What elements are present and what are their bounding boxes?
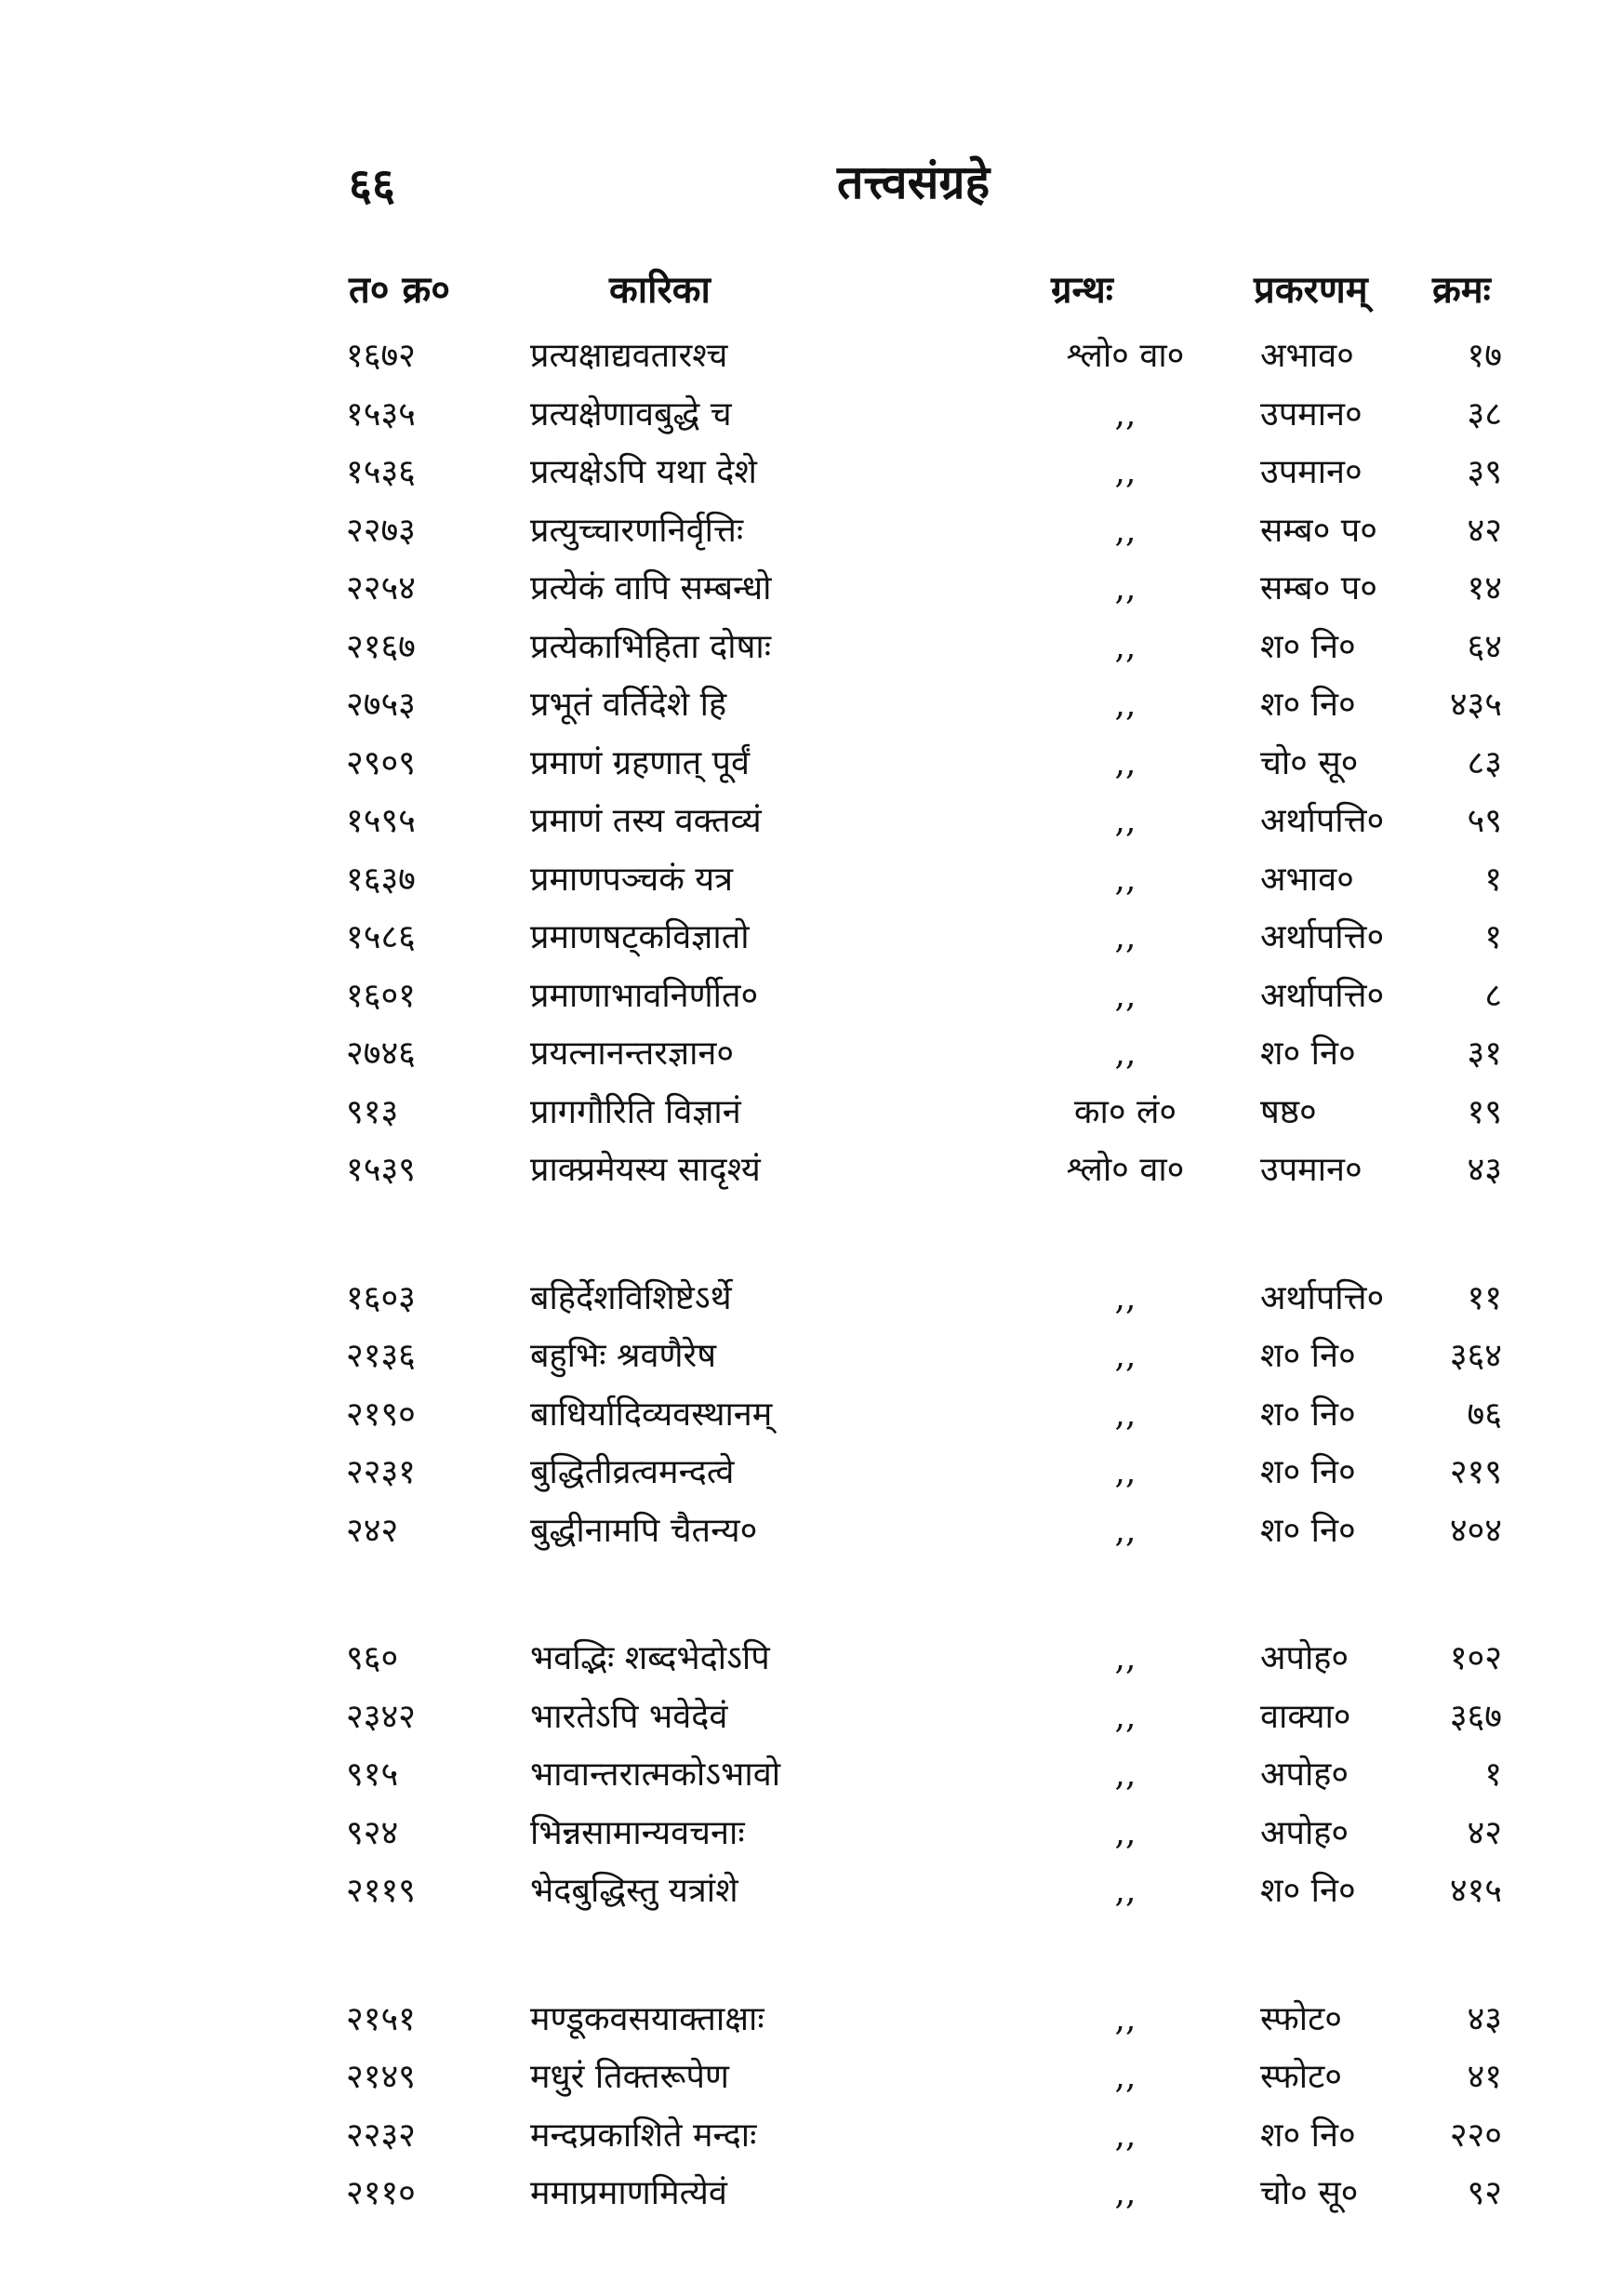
grantha-abbrev: श्लो० वा० [1066, 337, 1185, 375]
grantha-abbrev: ,, [1114, 860, 1137, 899]
table-row [0, 330, 1622, 389]
entry-number: २३४२ [346, 1697, 416, 1736]
prakarana-name: अर्थापत्ति० [1260, 802, 1385, 840]
entry-number: २१४९ [346, 2058, 416, 2096]
prakarana-name: श० नि० [1260, 627, 1356, 666]
grantha-abbrev: ,, [1114, 1337, 1137, 1375]
grantha-abbrev: ,, [1114, 2116, 1137, 2155]
entry-group [0, 1273, 1622, 1564]
karika-text: भवद्भिः शब्दभेदोऽपि [530, 1639, 770, 1677]
karika-text: मण्डूकवसयाक्ताक्षाः [530, 1999, 764, 2038]
header-grantha: ग्रन्थः [1051, 268, 1113, 312]
table-row [0, 854, 1622, 913]
prakarana-name: श० नि० [1260, 1511, 1356, 1550]
prakarana-name: अपोह० [1260, 1813, 1349, 1852]
table-row [0, 1994, 1622, 2052]
entry-number: २११९ [346, 1872, 416, 1910]
table-row [0, 621, 1622, 680]
page-number: ६६ [349, 159, 395, 211]
krama-number: १ [1484, 918, 1502, 956]
table-row [0, 447, 1622, 505]
grantha-abbrev: ,, [1114, 743, 1137, 782]
prakarana-name: श० नि० [1260, 1453, 1356, 1491]
krama-number: ४१ [1467, 2058, 1502, 2096]
grantha-abbrev: ,, [1114, 394, 1137, 434]
entry-number: २२७३ [346, 511, 416, 550]
table-row [0, 1330, 1622, 1389]
grantha-abbrev: ,, [1114, 1278, 1137, 1317]
karika-text: प्रमाणषट्कविज्ञातो [530, 918, 750, 956]
table-row [0, 2168, 1622, 2226]
table-row [0, 912, 1622, 970]
prakarana-name: अर्थापत्ति० [1260, 918, 1385, 956]
karika-text: बुद्धितीव्रत्वमन्दत्वे [530, 1453, 735, 1491]
krama-number: १ [1484, 1755, 1502, 1794]
karika-text: मधुरं तिक्तरूपेण [530, 2058, 729, 2096]
krama-number: ३६७ [1449, 1697, 1502, 1736]
entry-number: २२५४ [346, 569, 416, 607]
column-headers [0, 262, 1622, 318]
prakarana-name: अर्थापत्ति० [1260, 976, 1385, 1015]
karika-text: प्रमाणाभावनिर्णीत० [530, 976, 759, 1015]
grantha-abbrev: ,, [1114, 511, 1137, 550]
entry-number: १५३९ [346, 1151, 416, 1189]
prakarana-name: स्फोट० [1260, 1999, 1342, 2038]
entry-number: १६०१ [346, 976, 416, 1015]
header-karika: कारिका [609, 268, 711, 312]
krama-number: ८ [1484, 976, 1502, 1015]
karika-text: प्रमाणं तस्य वक्तव्यं [530, 802, 762, 840]
krama-number: ३८ [1467, 394, 1502, 434]
table-row [0, 1749, 1622, 1808]
page-title: तत्त्वसंग्रहे [837, 154, 990, 209]
prakarana-name: षष्ठ० [1260, 1092, 1317, 1131]
prakarana-name: श० नि० [1260, 1337, 1356, 1375]
entry-number: ९६० [346, 1639, 399, 1677]
grantha-abbrev: ,, [1114, 1511, 1137, 1550]
krama-number: ४३ [1467, 1151, 1502, 1189]
grantha-abbrev: ,, [1114, 453, 1137, 491]
entry-number: ९१३ [346, 1092, 399, 1131]
entry-number: २४२ [346, 1511, 399, 1550]
prakarana-name: अपोह० [1260, 1639, 1349, 1677]
prakarana-name: सम्ब० प० [1260, 511, 1377, 550]
karika-text: प्रमाणं ग्रहणात् पूर्वं [530, 743, 751, 782]
table-row [0, 738, 1622, 796]
entry-number: १६०३ [346, 1278, 416, 1317]
krama-number: ११ [1467, 1278, 1502, 1317]
entry-group [0, 330, 1622, 1203]
table-row [0, 2051, 1622, 2110]
entry-number: २९०९ [346, 743, 416, 782]
karika-text: प्रत्युच्चारणनिर्वृत्तिः [530, 511, 744, 550]
krama-number: ८३ [1467, 743, 1502, 782]
grantha-abbrev: ,, [1114, 1639, 1137, 1677]
table-row [0, 389, 1622, 447]
entry-number: २१६७ [346, 627, 416, 666]
karika-text: बुद्धीनामपि चैतन्य० [530, 1511, 758, 1550]
entry-group [0, 1633, 1622, 1924]
karika-text: प्रमाणपञ्चकं यत्र [530, 860, 734, 899]
table-row [0, 1273, 1622, 1331]
grantha-abbrev: ,, [1114, 1872, 1137, 1910]
grantha-abbrev: ,, [1114, 1035, 1137, 1073]
entry-number: १५३५ [346, 394, 416, 434]
entry-number: २७४६ [346, 1035, 416, 1073]
karika-text: प्रत्यक्षेऽपि यथा देशे [530, 453, 757, 491]
entry-number: २१९० [346, 1395, 416, 1434]
entry-number: ९२४ [346, 1813, 399, 1852]
header-prakarana: प्रकरणम् [1254, 268, 1368, 312]
krama-number: ३९ [1467, 453, 1502, 491]
grantha-abbrev: ,, [1114, 1395, 1137, 1434]
grantha-abbrev: श्लो० वा० [1066, 1151, 1185, 1189]
grantha-abbrev: ,, [1114, 686, 1137, 724]
table-row [0, 1389, 1622, 1448]
krama-number: ७६ [1467, 1395, 1502, 1434]
prakarana-name: उपमान० [1260, 1151, 1363, 1189]
karika-text: प्रभूतं वर्तिदेशे हि [530, 686, 727, 724]
karika-text: बहिर्देशविशिष्टेऽर्थे [530, 1278, 732, 1317]
table-row [0, 1144, 1622, 1203]
karika-text: भेदबुद्धिस्तु यत्रांशे [530, 1872, 738, 1910]
krama-number: ४२ [1467, 1813, 1502, 1852]
krama-number: ४१५ [1449, 1872, 1502, 1910]
prakarana-name: सम्ब० प० [1260, 569, 1377, 607]
krama-number: १९ [1467, 1092, 1502, 1131]
entry-number: २१३६ [346, 1337, 416, 1375]
prakarana-name: उपमान० [1260, 394, 1363, 434]
table-row [0, 563, 1622, 621]
karika-text: बाधिर्यादिव्यवस्थानम् [530, 1395, 773, 1434]
karika-text: भावान्तरात्मकोऽभावो [530, 1755, 781, 1794]
krama-number: ४३ [1467, 1999, 1502, 2038]
entry-number: ९१५ [346, 1755, 399, 1794]
grantha-abbrev: ,, [1114, 1697, 1137, 1736]
header-krama: क्रमः [1432, 268, 1491, 312]
header-number: त० क्र० [349, 268, 451, 312]
krama-number: ४२ [1467, 511, 1502, 550]
prakarana-name: श० नि० [1260, 686, 1356, 724]
table-row [0, 1087, 1622, 1145]
grantha-abbrev: ,, [1114, 802, 1137, 840]
grantha-abbrev: ,, [1114, 918, 1137, 956]
prakarana-name: अभाव० [1260, 860, 1354, 899]
entry-number: २७५३ [346, 686, 416, 724]
prakarana-name: श० नि० [1260, 2116, 1356, 2155]
krama-number: ५९ [1467, 802, 1502, 840]
table-row [0, 1691, 1622, 1750]
karika-text: भिन्नसामान्यवचनाः [530, 1813, 745, 1852]
entry-number: २११० [346, 2174, 416, 2212]
entry-number: १५८६ [346, 918, 416, 956]
table-row [0, 1865, 1622, 1924]
karika-text: प्राक्प्रमेयस्य सादृश्यं [530, 1151, 761, 1189]
prakarana-name: अभाव० [1260, 337, 1354, 375]
grantha-abbrev: ,, [1114, 1999, 1137, 2038]
entry-group [0, 1994, 1622, 2226]
table-row [0, 679, 1622, 738]
grantha-abbrev: ,, [1114, 2174, 1137, 2212]
table-row [0, 970, 1622, 1029]
grantha-abbrev: ,, [1114, 2058, 1137, 2096]
entry-number: १५९५ [346, 802, 416, 840]
karika-text: प्रयत्नानन्तरज्ञान० [530, 1035, 735, 1073]
prakarana-name: उपमान० [1260, 453, 1363, 491]
grantha-abbrev: ,, [1114, 1813, 1137, 1852]
krama-number: १०२ [1449, 1639, 1502, 1677]
krama-number: ३१ [1467, 1035, 1502, 1073]
entry-number: १५३६ [346, 453, 416, 491]
prakarana-name: वाक्या० [1260, 1697, 1351, 1736]
prakarana-name: अपोह० [1260, 1755, 1349, 1794]
krama-number: १७ [1467, 337, 1502, 375]
table-row [0, 1633, 1622, 1691]
entry-number: १६७२ [346, 337, 416, 375]
krama-number: १४ [1467, 569, 1502, 607]
karika-text: प्रागगौरिति विज्ञानं [530, 1092, 741, 1131]
table-row [0, 1028, 1622, 1087]
index-table [0, 330, 1622, 2296]
entry-number: २२३१ [346, 1453, 416, 1491]
entry-number: २२३२ [346, 2116, 416, 2155]
prakarana-name: श० नि० [1260, 1395, 1356, 1434]
karika-text: भारतेऽपि भवेदेवं [530, 1697, 728, 1736]
karika-text: प्रत्येकं वापि सम्बन्धो [530, 569, 772, 607]
krama-number: २२० [1449, 2116, 1502, 2155]
krama-number: ३६४ [1449, 1337, 1502, 1375]
table-row [0, 505, 1622, 564]
karika-text: बहुभिः श्रवणैरेष [530, 1337, 717, 1375]
krama-number: १ [1484, 860, 1502, 899]
grantha-abbrev: का० लं० [1073, 1092, 1177, 1131]
prakarana-name: श० नि० [1260, 1035, 1356, 1073]
entry-number: १६३७ [346, 860, 416, 899]
table-row [0, 795, 1622, 854]
entry-number: २१५१ [346, 1999, 416, 2038]
karika-text: प्रत्यक्षाद्यवतारश्च [530, 337, 728, 375]
table-row [0, 2110, 1622, 2169]
grantha-abbrev: ,, [1114, 976, 1137, 1015]
karika-text: ममाप्रमाणमित्येवं [530, 2174, 727, 2212]
prakarana-name: चो० सू० [1260, 743, 1359, 782]
prakarana-name: चो० सू० [1260, 2174, 1359, 2212]
prakarana-name: श० नि० [1260, 1872, 1356, 1910]
karika-text: मन्दप्रकाशिते मन्दाः [530, 2116, 757, 2155]
grantha-abbrev: ,, [1114, 627, 1137, 666]
table-row [0, 1505, 1622, 1564]
karika-text: प्रत्येकाभिहिता दोषाः [530, 627, 771, 666]
prakarana-name: अर्थापत्ति० [1260, 1278, 1385, 1317]
krama-number: ९२ [1467, 2174, 1502, 2212]
table-row [0, 1808, 1622, 1866]
krama-number: ६४ [1467, 627, 1502, 666]
grantha-abbrev: ,, [1114, 1453, 1137, 1491]
prakarana-name: स्फोट० [1260, 2058, 1342, 2096]
krama-number: ४३५ [1449, 686, 1502, 724]
krama-number: २१९ [1449, 1453, 1502, 1491]
grantha-abbrev: ,, [1114, 1755, 1137, 1794]
table-row [0, 1447, 1622, 1505]
grantha-abbrev: ,, [1114, 569, 1137, 607]
krama-number: ४०४ [1449, 1511, 1502, 1550]
karika-text: प्रत्यक्षेणावबुद्धे च [530, 394, 732, 434]
